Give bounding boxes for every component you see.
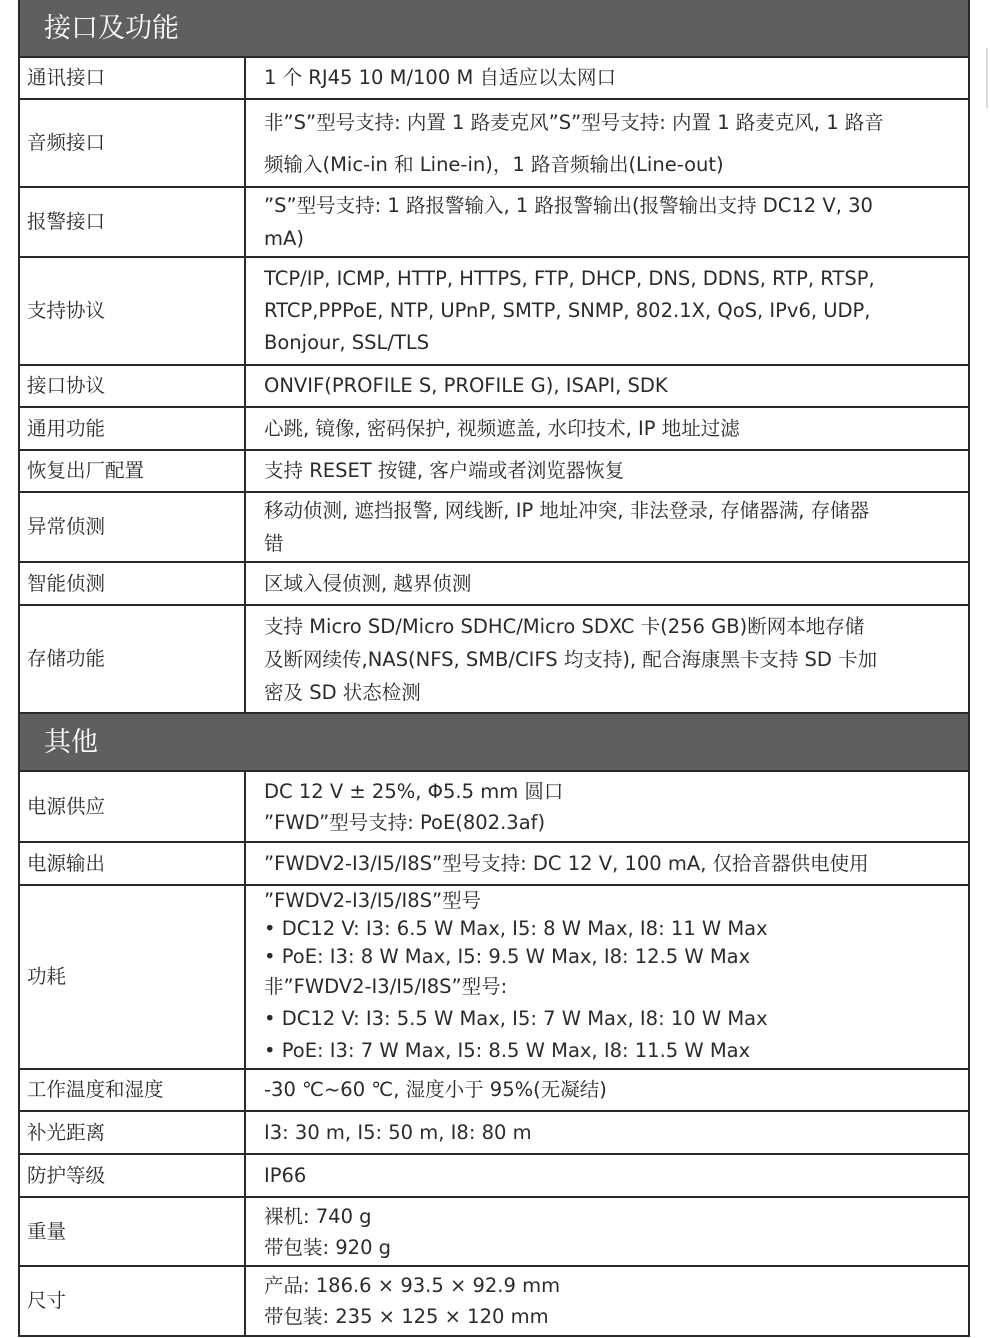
- table-row: [19, 842, 969, 885]
- row-value: [245, 562, 969, 605]
- row-value: [245, 771, 969, 842]
- page-edge-shadow: [986, 48, 988, 108]
- value-line: 密及 SD 状态检测: [264, 680, 421, 704]
- table-row: [19, 407, 969, 450]
- row-label: 通讯接口: [19, 57, 245, 99]
- row-value: [245, 187, 969, 257]
- value-line: 错: [264, 532, 284, 555]
- row-value: [245, 842, 969, 885]
- value-line: 及断网续传,NAS(NFS, SMB/CIFS 均支持), 配合海康黑卡支持 SD 卡加: [264, 647, 878, 671]
- value-line: 区域入侵侦测, 越界侦测: [264, 571, 472, 595]
- value-line: ONVIF(PROFILE S, PROFILE G), ISAPI, SDK: [264, 374, 668, 397]
- value-line: 带包装: 235 × 125 × 120 mm: [264, 1305, 549, 1328]
- table-row: [19, 365, 969, 407]
- value-line: 产品: 186.6 × 93.5 × 92.9 mm: [264, 1274, 561, 1297]
- row-value: [245, 1111, 969, 1154]
- value-line: 频输入(Mic-in 和 Line-in)，1 路音频输出(Line-out): [264, 153, 724, 176]
- value-line: • PoE: I3: 7 W Max, I5: 8.5 W Max, I8: 11.5 W Max: [264, 1039, 751, 1062]
- table-row: [19, 1069, 969, 1111]
- row-label: 尺寸: [19, 1266, 245, 1336]
- value-line: 非”FWDV2-I3/I5/I8S”型号:: [264, 975, 508, 998]
- row-value: [245, 1154, 969, 1197]
- value-line: mA): [264, 227, 304, 250]
- spec-sheet: [18, 0, 970, 1337]
- row-label: 存储功能: [19, 605, 245, 713]
- value-line: Bonjour, SSL/TLS: [264, 331, 430, 354]
- table-row: [19, 771, 969, 842]
- table-row: [19, 562, 969, 605]
- value-line: 1 个 RJ45 10 M/100 M 自适应以太网口: [264, 66, 616, 89]
- table-row: [19, 885, 969, 1069]
- row-value: [245, 1197, 969, 1266]
- value-line: ”FWD”型号支持: PoE(802.3af): [264, 810, 546, 834]
- row-label: 支持协议: [19, 257, 245, 365]
- row-label: 通用功能: [19, 407, 245, 450]
- section-header-interfaces: [18, 0, 970, 56]
- row-label: 补光距离: [19, 1111, 245, 1154]
- row-label: 音频接口: [19, 99, 245, 187]
- table-row: [19, 257, 969, 365]
- row-label: 智能侦测: [19, 562, 245, 605]
- value-line: ”FWDV2-I3/I5/I8S”型号支持: DC 12 V, 100 mA, 仅拾音器供电使用: [264, 851, 869, 875]
- table-row: [19, 1111, 969, 1154]
- table-row: [19, 1154, 969, 1197]
- value-line: 裸机: 740 g: [264, 1204, 372, 1228]
- value-line: RTCP,PPPoE, NTP, UPnP, SMTP, SNMP, 802.1X, QoS, IPv6, UDP,: [264, 299, 871, 322]
- value-line: 移动侦测, 遮挡报警, 网线断, IP 地址冲突, 非法登录, 存储器满, 存储器: [264, 499, 870, 522]
- row-value: [245, 365, 969, 407]
- table-row: [19, 605, 969, 713]
- table-row: [19, 57, 969, 99]
- table-row: [19, 450, 969, 492]
- value-line: -30 ℃~60 ℃, 湿度小于 95%(无凝结): [264, 1078, 607, 1101]
- value-line: 非”S”型号支持: 内置 1 路麦克风”S”型号支持: 内置 1 路麦克风, 1 路音: [264, 111, 884, 134]
- row-label: 防护等级: [19, 1154, 245, 1197]
- value-line: 心跳, 镜像, 密码保护, 视频遮盖, 水印技术, IP 地址过滤: [264, 416, 740, 440]
- value-line: 带包装: 920 g: [264, 1235, 392, 1259]
- table-row: [19, 492, 969, 562]
- row-label: 重量: [19, 1197, 245, 1266]
- table-row: [19, 99, 969, 187]
- value-line: • DC12 V: I3: 5.5 W Max, I5: 7 W Max, I8: 10 W Max: [264, 1007, 768, 1030]
- other-table: [18, 770, 970, 1337]
- value-line: TCP/IP, ICMP, HTTP, HTTPS, FTP, DHCP, DNS, DDNS, RTP, RTSP,: [264, 267, 875, 290]
- table-row: [19, 1197, 969, 1266]
- value-line: ”S”型号支持: 1 路报警输入, 1 路报警输出(报警输出支持 DC12 V, 30: [264, 194, 873, 217]
- row-label: 工作温度和湿度: [19, 1069, 245, 1111]
- section-title: 其他: [44, 726, 98, 758]
- value-line: • DC12 V: I3: 6.5 W Max, I5: 8 W Max, I8: 11 W Max: [264, 917, 768, 940]
- value-line: • PoE: I3: 8 W Max, I5: 9.5 W Max, I8: 12.5 W Max: [264, 945, 751, 968]
- row-label: 接口协议: [19, 365, 245, 407]
- row-value: [245, 450, 969, 492]
- value-line: IP66: [264, 1163, 307, 1187]
- row-label: 功耗: [19, 885, 245, 1069]
- section-title: 接口及功能: [44, 12, 179, 44]
- row-value: [245, 492, 969, 562]
- row-value: [245, 57, 969, 99]
- row-value: [245, 257, 969, 365]
- value-line: DC 12 V ± 25%, Φ5.5 mm 圆口: [264, 779, 564, 803]
- row-value: [245, 885, 969, 1069]
- value-line: I3: 30 m, I5: 50 m, I8: 80 m: [264, 1120, 532, 1144]
- table-row: [19, 187, 969, 257]
- row-label: 电源供应: [19, 771, 245, 842]
- row-value: [245, 407, 969, 450]
- row-value: [245, 1266, 969, 1336]
- value-line: 支持 RESET 按键, 客户端或者浏览器恢复: [264, 459, 625, 482]
- row-label: 报警接口: [19, 187, 245, 257]
- row-label: 恢复出厂配置: [19, 450, 245, 492]
- row-value: [245, 1069, 969, 1111]
- interfaces-table: [18, 56, 970, 714]
- value-line: 支持 Micro SD/Micro SDHC/Micro SDXC 卡(256 GB)断网本地存储: [264, 614, 865, 638]
- row-value: [245, 605, 969, 713]
- value-line: ”FWDV2-I3/I5/I8S”型号: [264, 889, 482, 912]
- row-value: [245, 99, 969, 187]
- section-header-other: [18, 714, 970, 770]
- table-row: [19, 1266, 969, 1336]
- row-label: 电源输出: [19, 842, 245, 885]
- row-label: 异常侦测: [19, 492, 245, 562]
